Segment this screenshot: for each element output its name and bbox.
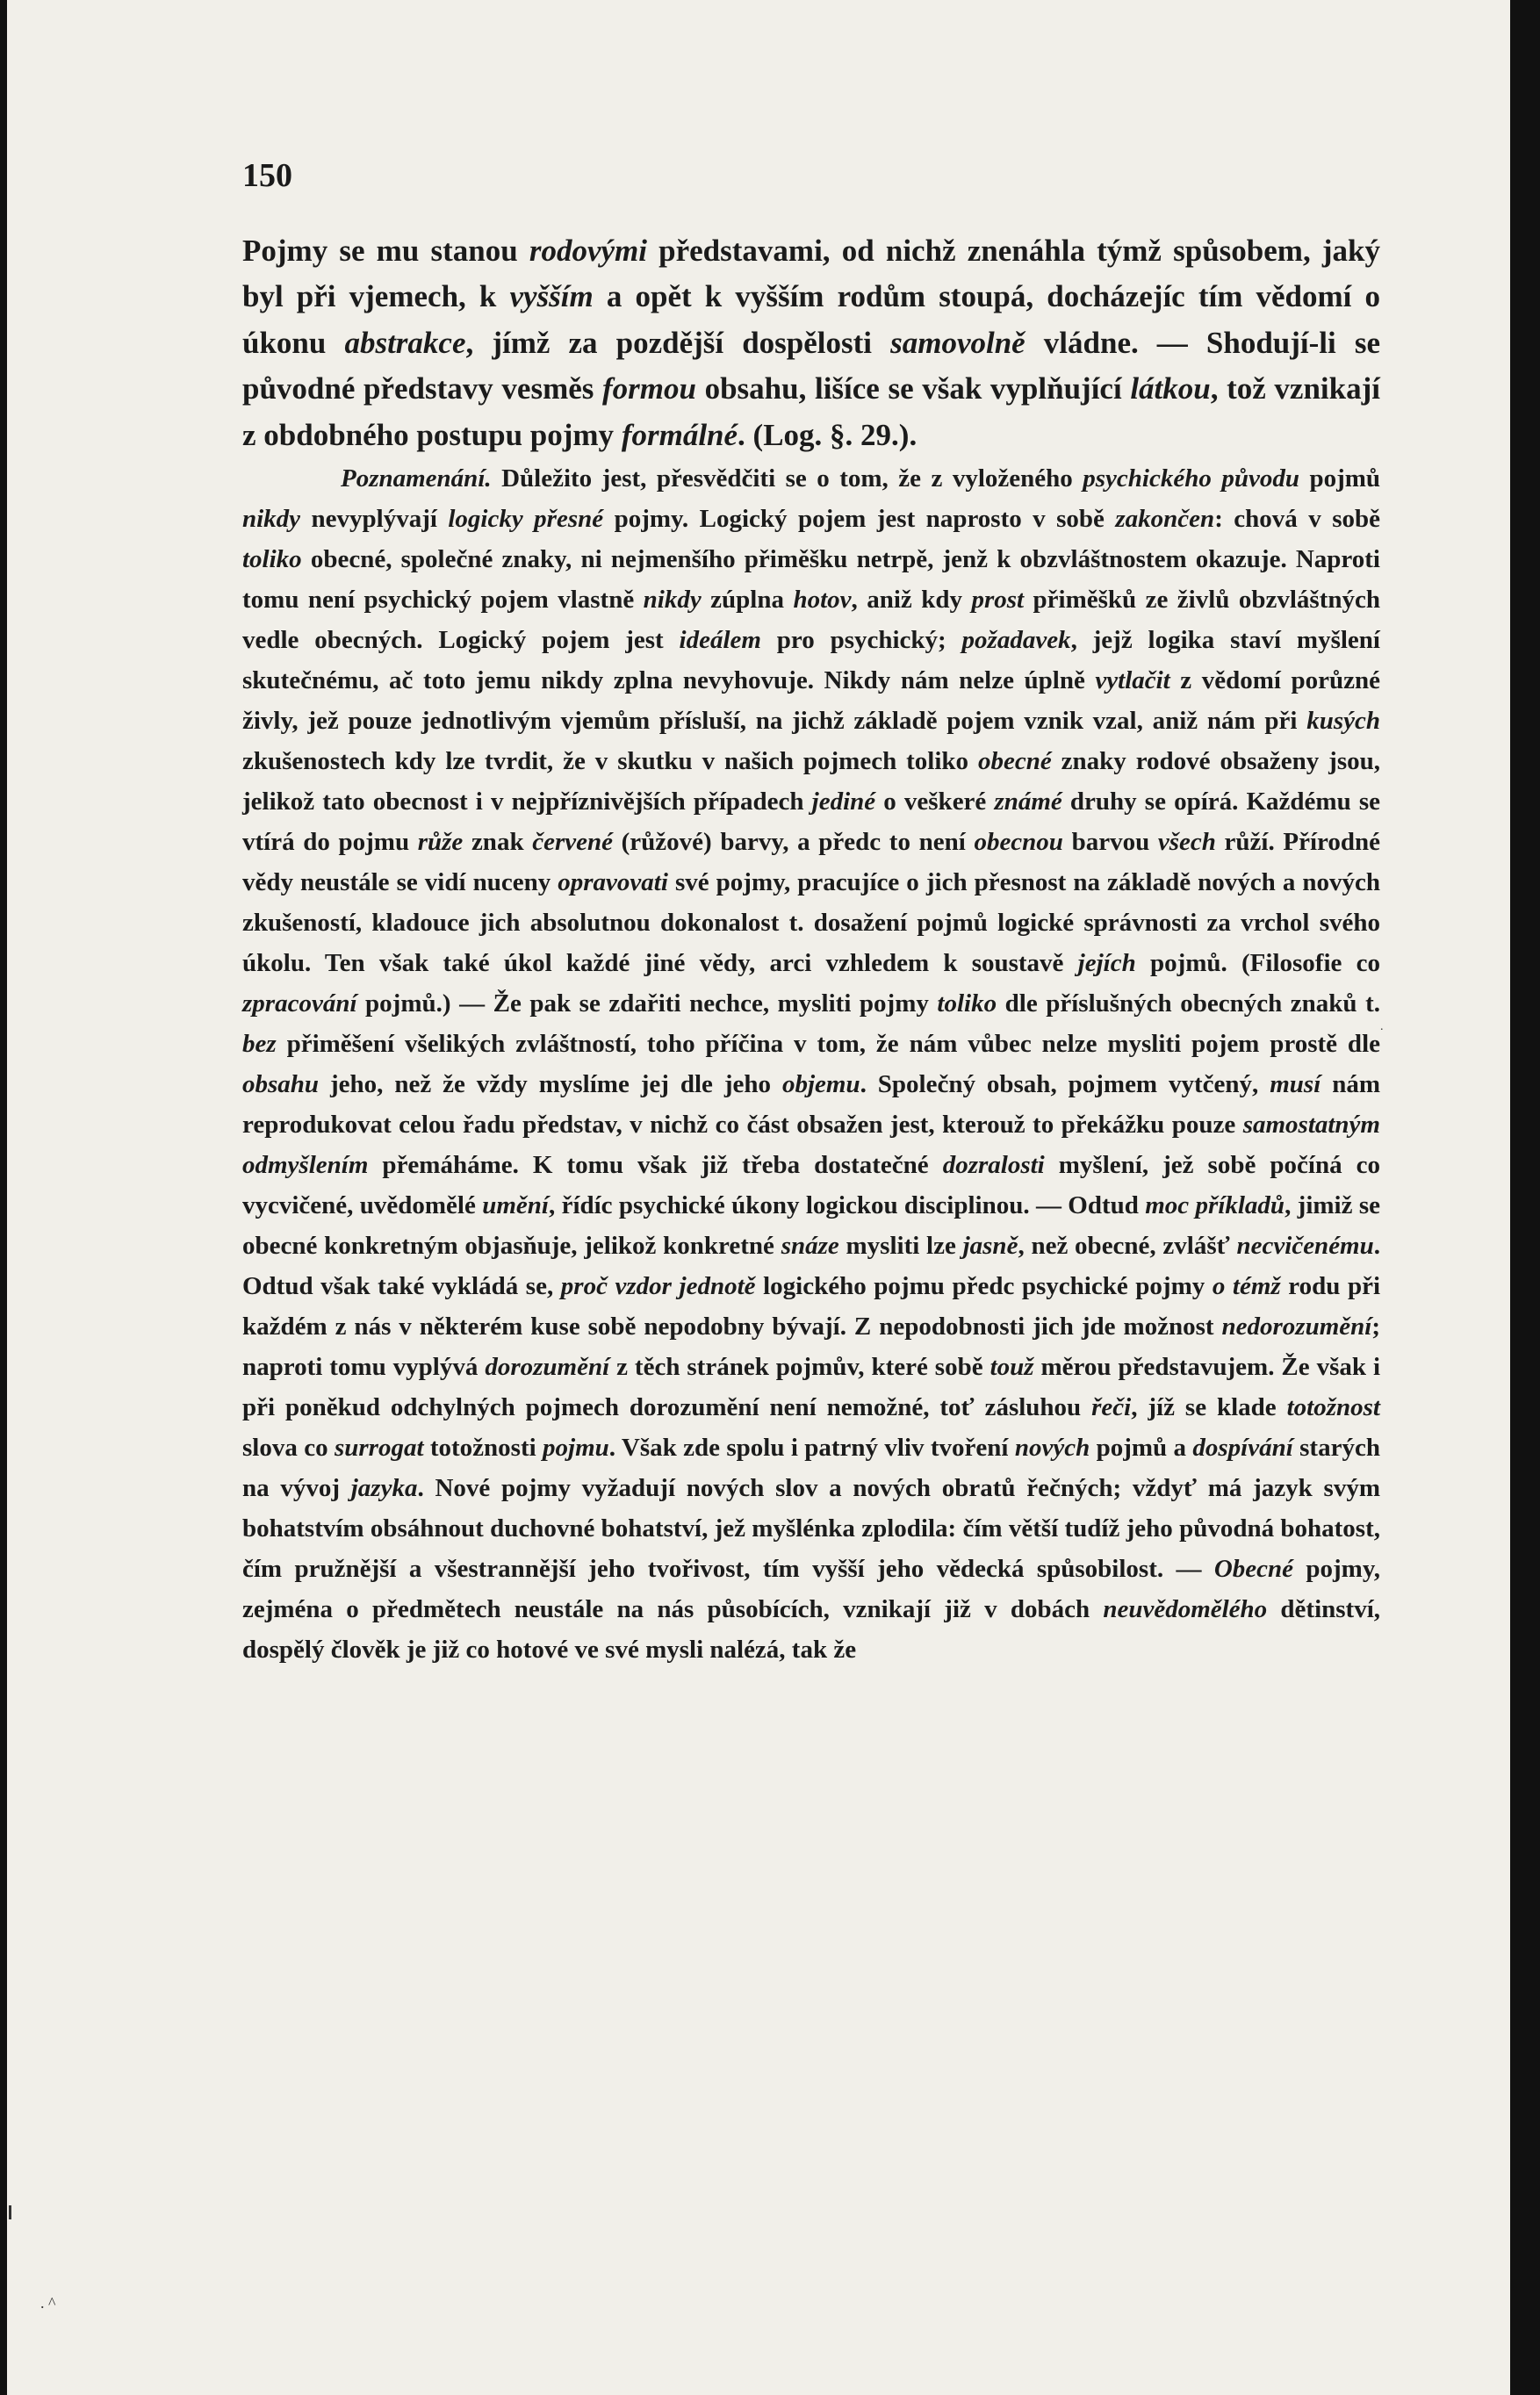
text-run: přiměšků ze živlů obzvláštných vedle obecných. Logický pojem jest <box>242 586 1380 655</box>
text-run: dle příslušných obecných znaků t. <box>997 989 1380 1018</box>
paragraph-note <box>242 458 1380 1670</box>
text-run: (růžové) barvy, a předc to není <box>613 828 975 857</box>
text-run: , řídíc psychické úkony logickou disciplinou. — Odtud <box>548 1191 1146 1220</box>
text-run: barvou <box>1062 828 1158 857</box>
scan-mark <box>9 2205 11 2219</box>
italic-run: o témž <box>1212 1272 1281 1301</box>
italic-run: samostatným odmyšlením <box>242 1111 1380 1180</box>
italic-run: snáze <box>781 1232 839 1261</box>
text-run: Pojmy se mu stanou <box>242 234 529 268</box>
italic-run: látkou <box>1130 371 1211 406</box>
italic-run: dozralosti <box>942 1151 1045 1180</box>
italic-run: abstrakce <box>344 325 466 360</box>
text-run: . Nové pojmy vyžadují nových slov a nových obratů řečných; vždyť má jazyk svým bohatstvím obsáhnout duchovné bohatství, jež myšlénka zplodila: čím větší tudíž jeho původná bohatost, čím pružnější a všestrannější jeho tvořivost, tím vyšší jeho vědecká spůsobilost. — <box>242 1474 1380 1584</box>
italic-run: rodovými <box>529 234 647 268</box>
text-run: , tož vznikají z obdobného postupu pojmy <box>242 371 1380 452</box>
text-run: , jíž se klade <box>1131 1393 1287 1422</box>
text-run: , aniž kdy <box>851 586 972 615</box>
italic-run: Poznamenání. <box>341 464 492 493</box>
text-run: . Však zde spolu i patrný vliv tvoření <box>608 1434 1015 1463</box>
text-run: přiměšení všelikých zvláštností, toho příčina v tom, že nám vůbec nelze mysliti pojem prostě dle <box>276 1030 1380 1059</box>
italic-run: opravovati <box>558 868 668 897</box>
text-run: zkušenostech kdy lze tvrdit, že v skutku v našich pojmech toliko <box>242 747 978 776</box>
text-run: růží. Přírodné vědy neustále se vidí nuceny <box>242 828 1380 897</box>
text-run: z těch stránek pojmův, které sobě <box>609 1353 990 1382</box>
italic-run: vytlačit <box>1095 666 1170 695</box>
text-run: z vědomí porůzné živly, jež pouze jednotlivým vjemům přísluší, na jichž základě pojem vznik vzal, aniž nám při <box>242 666 1380 736</box>
text-run: pojmů <box>1299 464 1381 493</box>
italic-run: totožnost <box>1286 1393 1380 1422</box>
italic-run: dospívání <box>1192 1434 1293 1463</box>
text-run: dětinství, dospělý člověk je již co hotové ve své mysli nalézá, tak že <box>242 1595 1381 1665</box>
text-run: mysliti lze <box>838 1232 963 1261</box>
text-run: obecné, společné znaky, ni nejmenšího přiměšku netrpě, jenž k obzvláštnostem okazuje. Naproti tomu není psychický pojem vlastně <box>242 545 1380 615</box>
text-run: . (Log. §. 29.). <box>738 417 918 452</box>
italic-run: nikdy <box>643 586 702 615</box>
text-run: rodu při každém z nás v některém kuse sobě nepodobny bývají. Z nepodobnosti jich jde možnost <box>242 1272 1380 1341</box>
italic-run: jediné <box>811 788 876 816</box>
italic-run: samovolně <box>890 325 1025 360</box>
italic-run: bez <box>242 1030 277 1059</box>
text-run: slova co <box>242 1434 335 1463</box>
italic-run: jasně <box>962 1232 1018 1261</box>
text-run: přemáháme. K tomu však již třeba dostatečné <box>368 1151 943 1180</box>
text-run: logického pojmu předc psychické pojmy <box>755 1272 1213 1301</box>
italic-run: řeči <box>1091 1393 1132 1422</box>
italic-run: všech <box>1157 828 1216 857</box>
text-run: . Odtud však také vykládá se, <box>242 1232 1380 1301</box>
italic-run: vyšším <box>509 279 594 314</box>
italic-run: pojmu <box>543 1434 609 1463</box>
italic-run: obecné <box>977 747 1052 776</box>
italic-run: psychického původu <box>1083 464 1299 493</box>
italic-run: obecnou <box>974 828 1063 857</box>
italic-run: jazyka <box>350 1474 418 1503</box>
text-run: nevyplývají <box>300 505 449 534</box>
italic-run: prost <box>971 586 1025 615</box>
italic-run: touž <box>989 1353 1034 1382</box>
text-run: vládne. — Shodují-li se původné představy vesměs <box>242 325 1380 406</box>
margin-dot: . <box>1380 1020 1384 1033</box>
text-run: obsahu, lišíce se však vyplňující <box>695 371 1131 406</box>
text-run: nám reprodukovat celou řadu představ, v nichž co část obsažen jest, kterouž to překážku pouze <box>242 1070 1381 1140</box>
italic-run: známé <box>994 788 1062 816</box>
italic-run: nových <box>1014 1434 1090 1463</box>
text-run: pojmů a <box>1090 1434 1193 1463</box>
italic-run: nikdy <box>242 505 301 534</box>
italic-run: zpracování <box>242 989 357 1018</box>
italic-run: toliko <box>242 545 302 574</box>
text-run: pojmů.) — Že pak se zdařiti nechce, mysliti pojmy <box>356 989 938 1018</box>
italic-run: logicky přesné <box>448 505 604 534</box>
italic-run: formou <box>602 371 696 406</box>
scan-mark-dots: . ^ <box>40 2294 56 2312</box>
text-run: : chová v sobě <box>1214 505 1380 534</box>
text-block <box>242 228 1380 1670</box>
italic-run: obsahu <box>242 1070 320 1099</box>
italic-run: musí <box>1270 1070 1321 1099</box>
text-run: , jejž logika staví myšlení skutečnému, ač toto jemu nikdy zplna nevyhovuje. Nikdy nám nelze úplně <box>242 626 1380 695</box>
italic-run: červené <box>532 828 613 857</box>
text-run: starých na vývoj <box>242 1434 1380 1503</box>
text-run: , jímž za pozdější dospělosti <box>465 325 891 360</box>
text-run: o veškeré <box>875 788 995 816</box>
italic-run: formálné <box>621 417 738 452</box>
italic-run: hotov <box>793 586 852 615</box>
italic-run: proč vzdor jednotě <box>560 1272 756 1301</box>
italic-run: Obecné <box>1213 1555 1294 1584</box>
italic-run: požadavek <box>961 626 1071 655</box>
text-run: pojmy, zejména o předmětech neustále na nás působících, vznikají již v dobách <box>242 1555 1380 1624</box>
page-number: 150 <box>242 157 292 194</box>
text-run: myšlení, jež sobě počíná co vycvičené, uvědomělé <box>242 1151 1380 1220</box>
italic-run: necvičenému <box>1236 1232 1374 1261</box>
text-run: a opět k vyšším rodům stoupá, docházejíc tím vědomí o úkonu <box>242 279 1380 360</box>
text-run: pro psychický; <box>760 626 962 655</box>
italic-run: toliko <box>937 989 997 1018</box>
italic-run: růže <box>417 828 464 857</box>
text-run: představami, od nichž znenáhla týmž spůsobem, jaký byl při vjemech, k <box>242 234 1380 314</box>
text-run: znak <box>463 828 533 857</box>
italic-run: dorozumění <box>485 1353 610 1382</box>
text-run: měrou představujem. Že však i při poněkud odchylných pojmech dorozumění není nemožné, toť zásluhou <box>242 1353 1380 1422</box>
text-run: znaky rodové obsaženy jsou, jelikož tato obecnost i v nejpříznivějších případech <box>242 747 1380 816</box>
text-run: druhy se opírá. Každému se vtírá do pojmu <box>242 788 1380 857</box>
text-run: ; naproti tomu vyplývá <box>242 1313 1380 1382</box>
italic-run: nedorozumění <box>1221 1313 1372 1341</box>
text-run: pojmy. Logický pojem jest naprosto v sobě <box>603 505 1116 534</box>
text-run: . Společný obsah, pojmem vytčený, <box>860 1070 1270 1099</box>
italic-run: moc příkladů <box>1145 1191 1285 1220</box>
italic-run: surrogat <box>334 1434 424 1463</box>
paragraph-main <box>242 228 1380 458</box>
text-run: jeho, než že vždy myslíme jej dle jeho <box>319 1070 782 1099</box>
book-page <box>7 0 1510 2395</box>
italic-run: umění <box>482 1191 549 1220</box>
italic-run: ideálem <box>679 626 761 655</box>
italic-run: zakončen <box>1115 505 1215 534</box>
text-run: totožnosti <box>423 1434 543 1463</box>
italic-run: objemu <box>781 1070 860 1099</box>
text-run: pojmů. (Filosofie co <box>1135 949 1380 978</box>
italic-run: kusých <box>1306 707 1380 736</box>
text-run: své pojmy, pracujíce o jich přesnost na základě nových a nových zkušeností, kladouce jich absolutnou dokonalost t. dosažení pojmů logické správnosti za vrchol svého úkolu. Ten však také úkol každé jiné vědy, arci vzhledem k soustavě <box>242 868 1381 978</box>
italic-run: jejích <box>1077 949 1136 978</box>
text-run: zúplna <box>701 586 794 615</box>
italic-run: neuvědomělého <box>1103 1595 1268 1624</box>
text-run: , než obecné, zvlášť <box>1018 1232 1237 1261</box>
text-run: Důležito jest, přesvědčiti se o tom, že z vyloženého <box>491 464 1083 493</box>
text-run: , jimiž se obecné konkretným objasňuje, jelikož konkretné <box>242 1191 1380 1261</box>
